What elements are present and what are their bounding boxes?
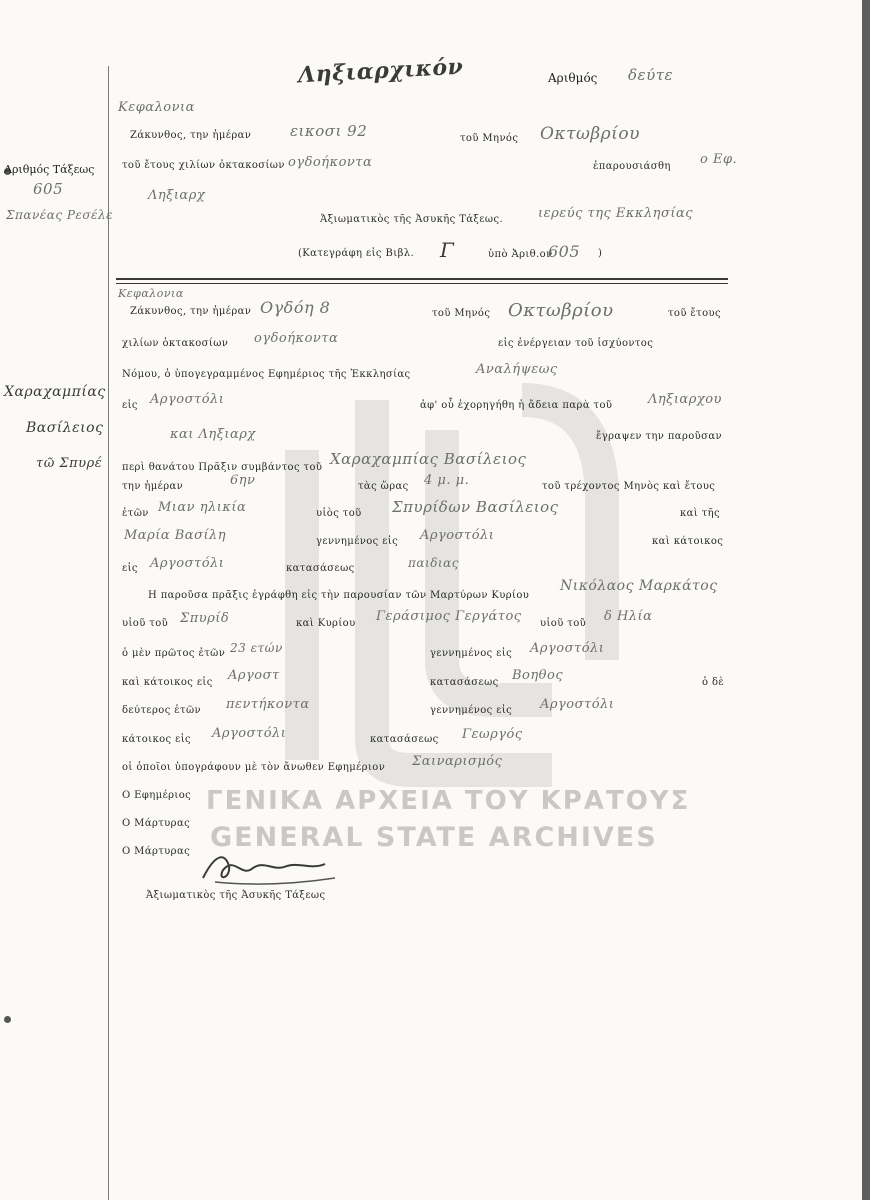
r11-witness1: Νικόλαος Μαρκάτος (560, 578, 718, 594)
margin-name: Σπανέας Ρεσέλε (6, 208, 114, 222)
r13-birthplace: Αργοστόλι (530, 641, 605, 656)
reg-number-label: ὑπὸ Ἀριθ.ον (488, 249, 553, 260)
watermark-greek: ΓΕΝΙΚΑ ΑΡΧΕΙΑ ΤΟΥ ΚΡΑΤΟΥΣ (206, 786, 691, 816)
r16-residence: Αργοστόλι (212, 726, 287, 741)
r4-print: εἰς (122, 400, 138, 411)
margin-deceased-name: Βασίλειος (26, 420, 104, 436)
r1-day: Ογδόη 8 (260, 298, 331, 317)
margin-order-number-label: Αριθμός Τάξεως (4, 163, 95, 176)
r9-born-in: γεννημένος εἰς (316, 536, 399, 547)
r6-deceased: Χαραχαμπίας Βασίλειος (330, 450, 527, 468)
r4-permission: ἀφ' οὗ ἐχορηγήθη ἡ ἄδεια παρὰ τοῦ (420, 400, 613, 411)
r14-status: Βοηθος (512, 668, 564, 683)
r10-print: εἰς (122, 563, 138, 574)
scan-edge (862, 0, 870, 1200)
reg-catalog-print: (Κατεγράφη εἰς Βιβλ. (298, 248, 415, 259)
r1-print: Ζάκυνθος, την ἡμέραν (130, 306, 252, 317)
r7-current: τοῦ τρέχοντος Μηνὸς καὶ ἔτους (542, 481, 716, 492)
r17-hw: Σαιναρισμός (412, 754, 503, 769)
r7-day: 6ην (230, 473, 256, 488)
binder-hole (4, 1016, 11, 1023)
r5-hw: και Ληξιαρχ (170, 427, 256, 442)
hw-place2: Κεφαλονια (118, 287, 184, 300)
r2-print: χιλίων ὀκτακοσίων (122, 338, 229, 349)
watermark-english: GENERAL STATE ARCHIVES (210, 822, 658, 853)
reg-number: 605 (548, 242, 581, 261)
r16-status: Γεωργός (462, 727, 523, 742)
section-divider-thin (116, 283, 728, 284)
r8-son-of: υἱὸς τοῦ (316, 508, 362, 519)
reg-line3-hw: Ληξιαρχ (148, 188, 206, 203)
r4-registrar: Ληξιαρχου (648, 392, 722, 407)
reg-book: Γ (440, 238, 455, 262)
r12-son-of: υἱοῦ τοῦ (540, 618, 587, 629)
r10-status-label: κατασάσεως (286, 563, 355, 574)
r1-month: Οκτωβρίου (508, 300, 614, 321)
r2-law: εἰς ἐνέργειαν τοῦ ἰσχύοντος (498, 338, 654, 349)
r5-print: ἔγραψεν την παροῦσαν (596, 431, 722, 442)
r1-year-label: τοῦ ἔτους (668, 308, 722, 319)
r16-print: κάτοικος εἰς (122, 734, 192, 745)
reg-line2-print: τοῦ ἔτους χιλίων ὀκτακοσίων (122, 160, 285, 171)
r15-born-in: γεννημένος εἰς (430, 705, 513, 716)
record-officer: Ἀξιωματικὸς τῆς Ἀσυκῆς Τάξεως (146, 890, 326, 901)
r13-born-in: γεννημένος εἰς (430, 648, 513, 659)
r6-print: περὶ θανάτου Πρᾶξιν συμβάντος τοῦ (122, 462, 323, 473)
reg-year: ογδοήκοντα (288, 155, 373, 170)
arithmos-label: Αριθμός (548, 71, 598, 85)
arithmos-value: δεύτε (628, 66, 674, 84)
r12-father1: Σπυρίδ (180, 611, 230, 626)
r7-hours: 4 μ. μ. (424, 473, 470, 488)
r9-mother: Μαρία Βασίλη (124, 528, 227, 543)
reg-line3-hw2: ιερεύς της Εκκλησίας (538, 206, 693, 221)
r10-residence: Αργοστόλι (150, 556, 225, 571)
r3-print: Νόμου, ὁ ὑπογεγραμμένος Εφημέριος τῆς Ἐκκλησίας (122, 369, 411, 380)
r17-print: οἱ ὁποῖοι ὑπογράφουν μὲ τὸν ἄνωθεν Εφημέριον (122, 762, 386, 773)
margin-order-number: 605 (33, 180, 64, 198)
margin-deceased-surname: Χαραχαμπίας (4, 384, 106, 400)
r10-status: παιδιας (408, 556, 459, 570)
r12-witness2: Γεράσιμος Γεργάτος (376, 609, 522, 624)
r11-print: Η παροῦσα πρᾶξις ἐγράφθη εἰς τὴν παρουσίαν τῶν Μαρτύρων Κυρίου (148, 590, 530, 601)
r15-birthplace: Αργοστόλι (540, 697, 615, 712)
r14-residence: Αργοστ (228, 668, 280, 683)
reg-presented: ἐπαρουσιάσθη (593, 161, 671, 172)
r7-print: την ἡμέραν (122, 481, 184, 492)
section-divider (116, 278, 728, 280)
r2-year: ογδοήκοντα (254, 331, 339, 346)
r12-and-mr: καὶ Κυρίου (296, 618, 356, 629)
reg-line1-print: Ζάκυνθος, την ἡμέραν (130, 130, 252, 141)
margin-deceased-father: τῶ Σπυρέ (36, 456, 103, 471)
r12-print: υἱοῦ τοῦ (122, 618, 169, 629)
reg-month: Οκτωβρίου (540, 124, 640, 144)
reg-officer: Ἀξιωματικὸς τῆς Ἀσυκῆς Τάξεως. (320, 214, 504, 225)
r8-father: Σπυρίδων Βασίλειος (392, 498, 559, 516)
r13-print: ὁ μὲν πρῶτος ἐτῶν (122, 648, 226, 659)
r4-place: Αργοστόλι (150, 392, 225, 407)
r16-status-label: κατασάσεως (370, 734, 439, 745)
reg-presented-hw: ο Εφ. (700, 152, 738, 167)
r12-father2: δ Ηλία (604, 609, 653, 624)
margin-rule (108, 66, 109, 1200)
heading-signature: Ληξιαρχικόν (297, 53, 464, 89)
r8-age: Μιαν ηλικία (158, 500, 247, 515)
r9-resident: καὶ κάτοικος (652, 536, 724, 547)
r9-birthplace: Αργοστόλι (420, 528, 495, 543)
r13-age: 23 ετών (230, 641, 283, 655)
r8-and: καὶ τῆς (680, 508, 721, 519)
r8-print: ἐτῶν (122, 508, 149, 519)
r3-church: Αναλήψεως (476, 362, 558, 377)
hw-place: Κεφαλονια (118, 100, 195, 115)
r15-print: δεύτερος ἐτῶν (122, 705, 202, 716)
reg-catalog-close: ) (598, 248, 603, 259)
r15-age: πεντήκοντα (226, 697, 310, 712)
r14-print: καὶ κάτοικος εἰς (122, 677, 213, 688)
officer-signature-scribble (195, 848, 355, 888)
reg-day: εικοσι 92 (290, 122, 368, 140)
r14-and: ὁ δὲ (702, 677, 725, 688)
r14-status-label: κατασάσεως (430, 677, 499, 688)
r7-hours-label: τὰς ὥρας (358, 481, 409, 492)
sig-priest: Ο Εφημέριος (122, 790, 192, 801)
reg-month-label: τοῦ Μηνός (460, 133, 519, 144)
sig-witness2: Ο Μάρτυρας (122, 846, 191, 857)
r1-month-label: τοῦ Μηνός (432, 308, 491, 319)
sig-witness1: Ο Μάρτυρας (122, 818, 191, 829)
